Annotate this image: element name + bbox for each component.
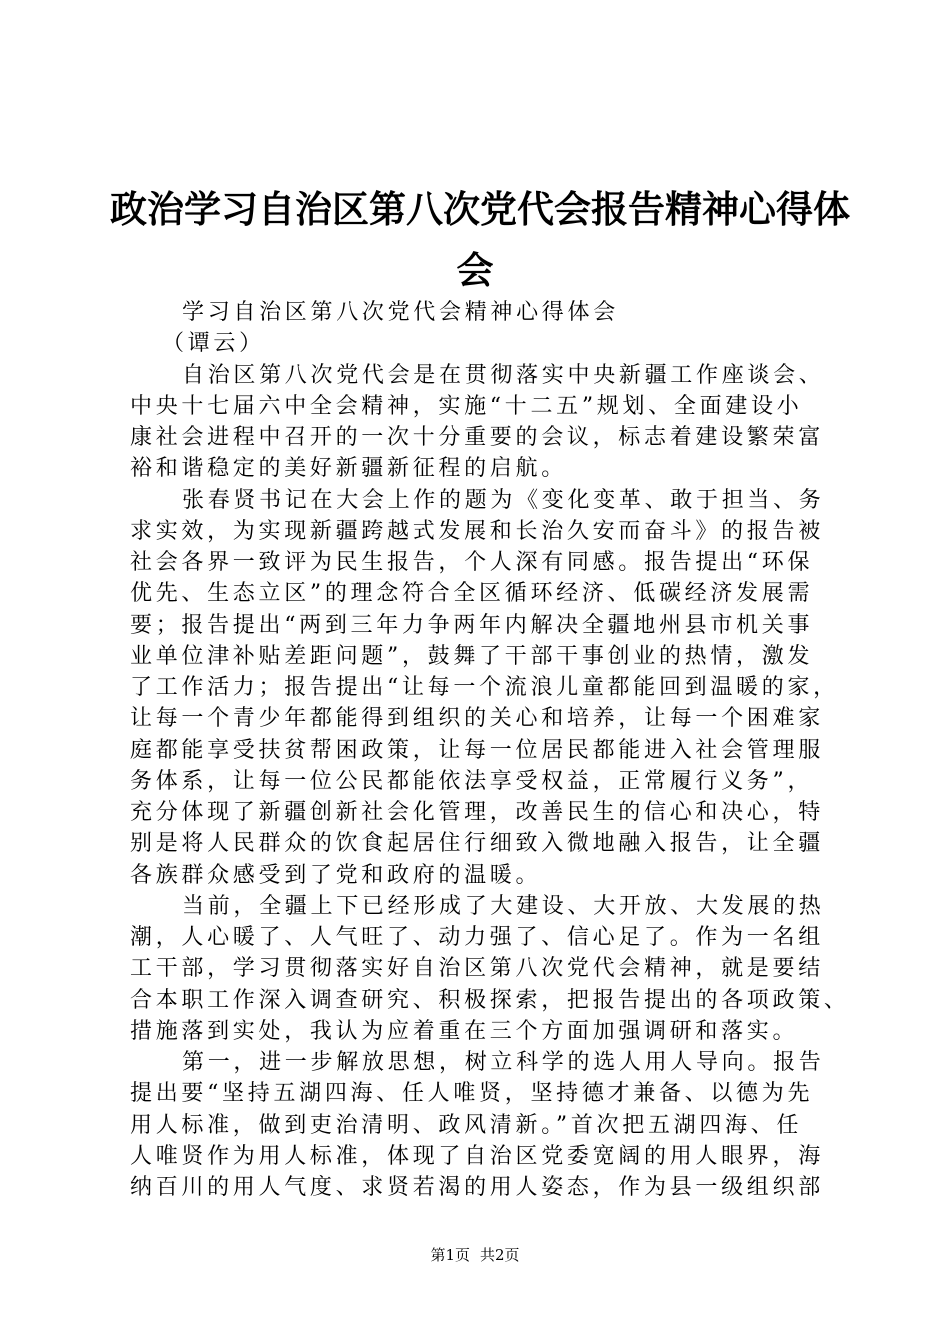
- body-line: 自治区第八次党代会是在贯彻落实中央新疆工作座谈会、: [182, 362, 825, 388]
- body-line: 别是将人民群众的饮食起居住行细致入微地融入报告，让全疆: [130, 831, 824, 857]
- body-line: 各族群众感受到了党和政府的温暖。: [130, 862, 542, 888]
- page-footer: [0, 1245, 950, 1265]
- body-line: 潮，人心暖了、人气旺了、动力强了、信心足了。作为一名组: [130, 925, 824, 950]
- body-line: 优先、生态立区”的理念符合全区循环经济、低碳经济发展需: [130, 581, 814, 607]
- body-line: 提出要“坚持五湖四海、任人唯贤，坚持德才兼备、以德为先: [130, 1081, 814, 1107]
- body-line: 要；报告提出“两到三年力争两年内解决全疆地州县市机关事: [130, 612, 814, 638]
- document-title-line-1: 政治学习自治区第八次党代会报告精神心得体: [110, 188, 850, 231]
- body-line: （谭云）: [162, 331, 265, 357]
- body-line: 合本职工作深入调查研究、积极探索，把报告提出的各项政策、: [130, 987, 850, 1013]
- body-line: 当前，全疆上下已经形成了大建设、大开放、大发展的热: [182, 893, 825, 919]
- body-line: 了工作活力；报告提出“让每一个流浪儿童都能回到温暖的家，: [130, 675, 839, 700]
- body-line: 工干部，学习贯彻落实好自治区第八次党代会精神，就是要结: [130, 956, 824, 982]
- body-line: 中央十七届六中全会精神，实施“十二五”规划、全面建设小: [130, 393, 803, 419]
- body-line: 充分体现了新疆创新社会化管理，改善民生的信心和决心，特: [130, 800, 824, 825]
- body-line: 措施落到实处，我认为应着重在三个方面加强调研和落实。: [130, 1018, 799, 1044]
- body-line: 第一，进一步解放思想，树立科学的选人用人导向。报告: [182, 1050, 825, 1075]
- body-line: 用人标准，做到吏治清明、政风清新。”首次把五湖四海、任: [130, 1112, 803, 1138]
- body-line: 业单位津补贴差距问题”，鼓舞了干部干事创业的热情，激发: [130, 643, 814, 669]
- body-line: 社会各界一致评为民生报告，个人深有同感。报告提出“环保: [130, 550, 814, 575]
- body-line: 求实效，为实现新疆跨越式发展和长治久安而奋斗》的报告被: [130, 518, 824, 544]
- document-title-line-2: 会: [456, 249, 494, 292]
- body-line: 裕和谐稳定的美好新疆新征程的启航。: [130, 456, 567, 482]
- body-line: 纳百川的用人气度、求贤若渴的用人姿态，作为县一级组织部: [130, 1175, 824, 1200]
- body-line: 务体系，让每一位公民都能依法享受权益，正常履行义务”，: [130, 768, 814, 794]
- body-line: 庭都能享受扶贫帮困政策，让每一位居民都能进入社会管理服: [130, 737, 824, 763]
- page-number: 第1页: [430, 1246, 470, 1264]
- page-total: 共2页: [480, 1246, 520, 1264]
- body-line: 让每一个青少年都能得到组织的关心和培养，让每一个困难家: [130, 706, 824, 732]
- body-line: 学习自治区第八次党代会精神心得体会: [182, 300, 619, 325]
- body-line: 康社会进程中召开的一次十分重要的会议，标志着建设繁荣富: [130, 425, 824, 450]
- body-line: 人唯贤作为用人标准，体现了自治区党委宽阔的用人眼界，海: [130, 1143, 824, 1169]
- body-line: 张春贤书记在大会上作的题为《变化变革、敢于担当、务: [182, 487, 825, 513]
